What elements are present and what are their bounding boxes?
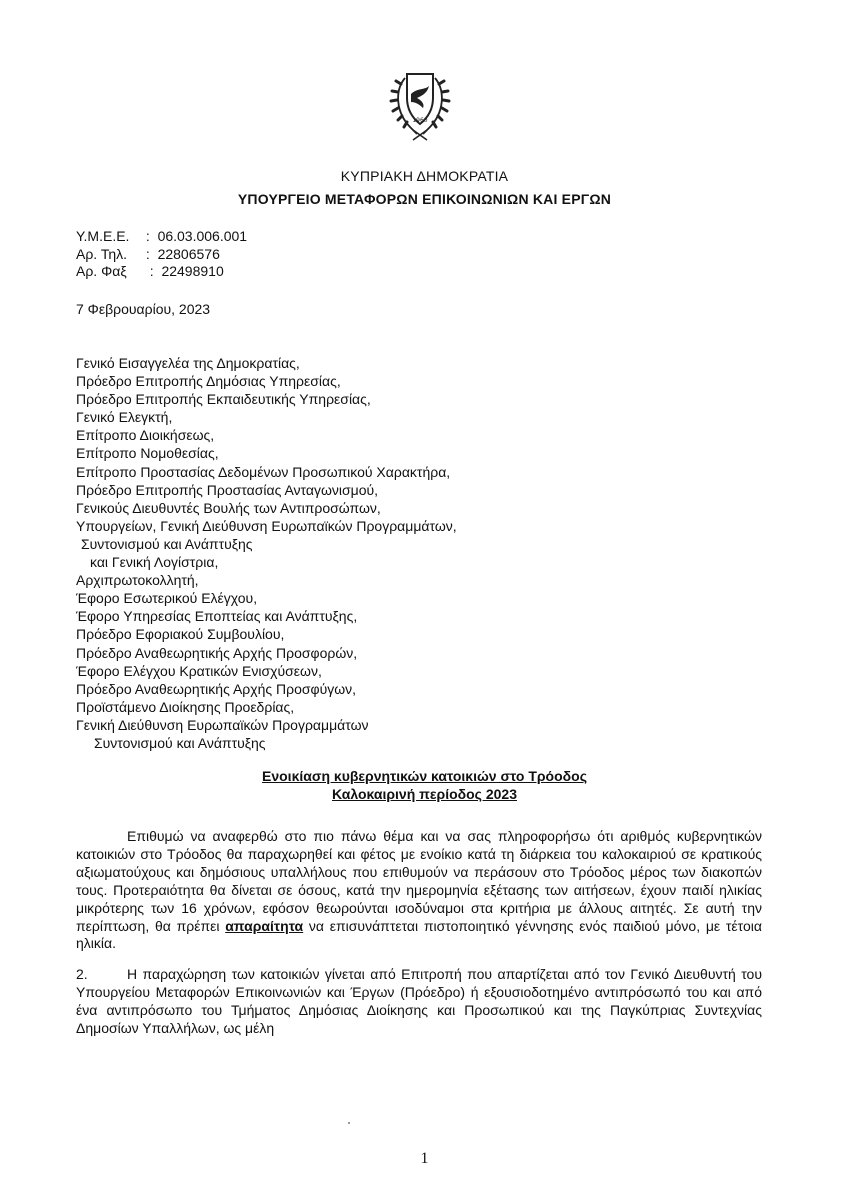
republic-heading: ΚΥΠΡΙΑΚΗ ΔΗΜΟΚΡΑΤΙΑ (340, 168, 509, 184)
recipient-item: Γενικό Ελεγκτή, (76, 409, 173, 426)
recipient-list (76, 354, 457, 752)
recipient-item: Έφορο Εσωτερικού Ελέγχου, (76, 590, 258, 607)
recipient-item: Αρχιπρωτοκολλητή, (76, 572, 199, 589)
reference-block (76, 228, 247, 281)
reference-label: Υ.Μ.Ε.Ε. (76, 228, 130, 244)
recipient-item: Προϊστάμενο Διοίκησης Προεδρίας, (76, 698, 295, 715)
ministry-heading: ΥΠΟΥΡΓΕΙΟ ΜΕΤΑΦΟΡΩΝ ΕΠΙΚΟΙΝΩΝΙΩΝ ΚΑΙ ΕΡΓΩΝ (237, 191, 612, 207)
recipient-item: Πρόεδρο Εφοριακού Συμβουλίου, (76, 626, 285, 643)
reference-row: Αρ. Τηλ. : 22806576 (76, 245, 220, 262)
emphasis-text: απαραίτητα (225, 917, 304, 934)
recipient-item: Συντονισμού και Ανάπτυξης (94, 734, 266, 751)
recipient-item: Πρόεδρο Αναθεωρητικής Αρχής Προσφύγων, (76, 680, 357, 697)
subject-line-2: Καλοκαιρινή περίοδος 2023 (331, 786, 517, 802)
reference-row: Αρ. Φαξ : 22498910 (76, 263, 224, 279)
recipient-item: Επίτροπο Νομοθεσίας, (76, 445, 219, 462)
recipient-item: Έφορο Υπηρεσίας Εποπτείας και Ανάπτυξης, (76, 608, 358, 625)
recipient-item: Πρόεδρο Αναθεωρητικής Αρχής Προσφορών, (76, 644, 358, 661)
recipient-item: Υπουργείων, Γενική Διεύθυνση Ευρωπαϊκών Προγραμμάτων, (76, 517, 457, 534)
recipient-item: Επίτροπο Προστασίας Δεδομένων Προσωπικού Χαρακτήρα, (76, 463, 451, 480)
reference-value: 22806576 (157, 245, 220, 262)
page-number: 1 (420, 1150, 429, 1167)
recipient-item: Επίτροπο Διοικήσεως, (76, 427, 215, 444)
recipient-item: Συντονισμού και Ανάπτυξης (81, 535, 253, 552)
reference-label: Αρ. Φαξ (76, 263, 127, 279)
cyprus-coat-of-arms-icon (381, 68, 459, 146)
recipient-item: Έφορο Ελέγχου Κρατικών Ενισχύσεων, (76, 662, 322, 679)
recipient-item: Γενικό Εισαγγελέα της Δημοκρατίας, (76, 355, 300, 371)
subject-heading (0, 767, 849, 803)
reference-row: Υ.Μ.Ε.Ε. : 06.03.006.001 (76, 228, 248, 244)
recipient-item: Γενικούς Διευθυντές Βουλής των Αντιπροσώπων, (76, 499, 381, 516)
recipient-item: Γενική Διεύθυνση Ευρωπαϊκών Προγραμμάτων (76, 716, 369, 733)
recipient-item: Πρόεδρο Επιτροπής Προστασίας Ανταγωνισμού, (76, 481, 379, 498)
reference-value: 22498910 (161, 263, 224, 279)
recipient-item: Πρόεδρο Επιτροπής Εκπαιδευτικής Υπηρεσίας, (76, 391, 371, 408)
reference-label: Αρ. Τηλ. (76, 245, 128, 262)
recipient-item: Πρόεδρο Επιτροπής Δημόσιας Υπηρεσίας, (76, 373, 341, 390)
svg-text:1960: 1960 (412, 117, 428, 124)
document-date: 7 Φεβρουαρίου, 2023 (76, 301, 211, 317)
paragraph-1: Επιθυμώ να αναφερθώ στο πιο πάνω θέμα και να σας πληροφορήσω ότι αριθμός κυβερνητικών κατοικιών στο Τρόοδος θα παραχωρηθεί και φέτος με ενοίκιο κατά τη διάρκεια του καλοκαιριού σε κρατικούς αξιωματούχους και δημόσιους υπαλλήλους που επιθυμούν να περάσουν στο Τρόοδος μέρος των διακοπών τους. Προτεραιότητα θα δίνεται σε όσους, κατά την ημερομηνία εξέτασης των αιτήσεων, έχουν παιδί ηλικίας μικρότερης των 16 χρόνων, εφόσον θεωρούνται ισοδύναμοι στα κριτήρια με άλλους αιτητές. Σε αυτή την περίπτωση, θα πρέπει απαραίτητα να επισυνάπτεται πιστοποιητικό γέννησης ενός παιδιού μόνο, με τέτοια ηλικία. (76, 828, 762, 952)
paragraph-2: 2. Η παραχώρηση των κατοικιών γίνεται από Επιτροπή που απαρτίζεται από τον Γενικό Διευθυντή του Υπουργείου Μεταφορών Επικοινωνιών και Έργων (Πρόεδρο) ή εξουσιοδοτημένο αντιπρόσωπό του και από ένα αντιπρόσωπο του Τμήματος Δημόσιας Διοίκησης και Προσωπικού και της Παγκύπριας Συντεχνίας Δημοσίων Υπαλλήλων, ως μέλη (76, 966, 762, 1036)
paragraph-number: 2. (76, 966, 88, 982)
scan-speck (348, 1122, 350, 1124)
reference-value: 06.03.006.001 (157, 228, 248, 244)
recipient-item: και Γενική Λογίστρια, (90, 554, 219, 571)
subject-line-1: Ενοικίαση κυβερνητικών κατοικιών στο Τρόοδος (262, 768, 587, 784)
